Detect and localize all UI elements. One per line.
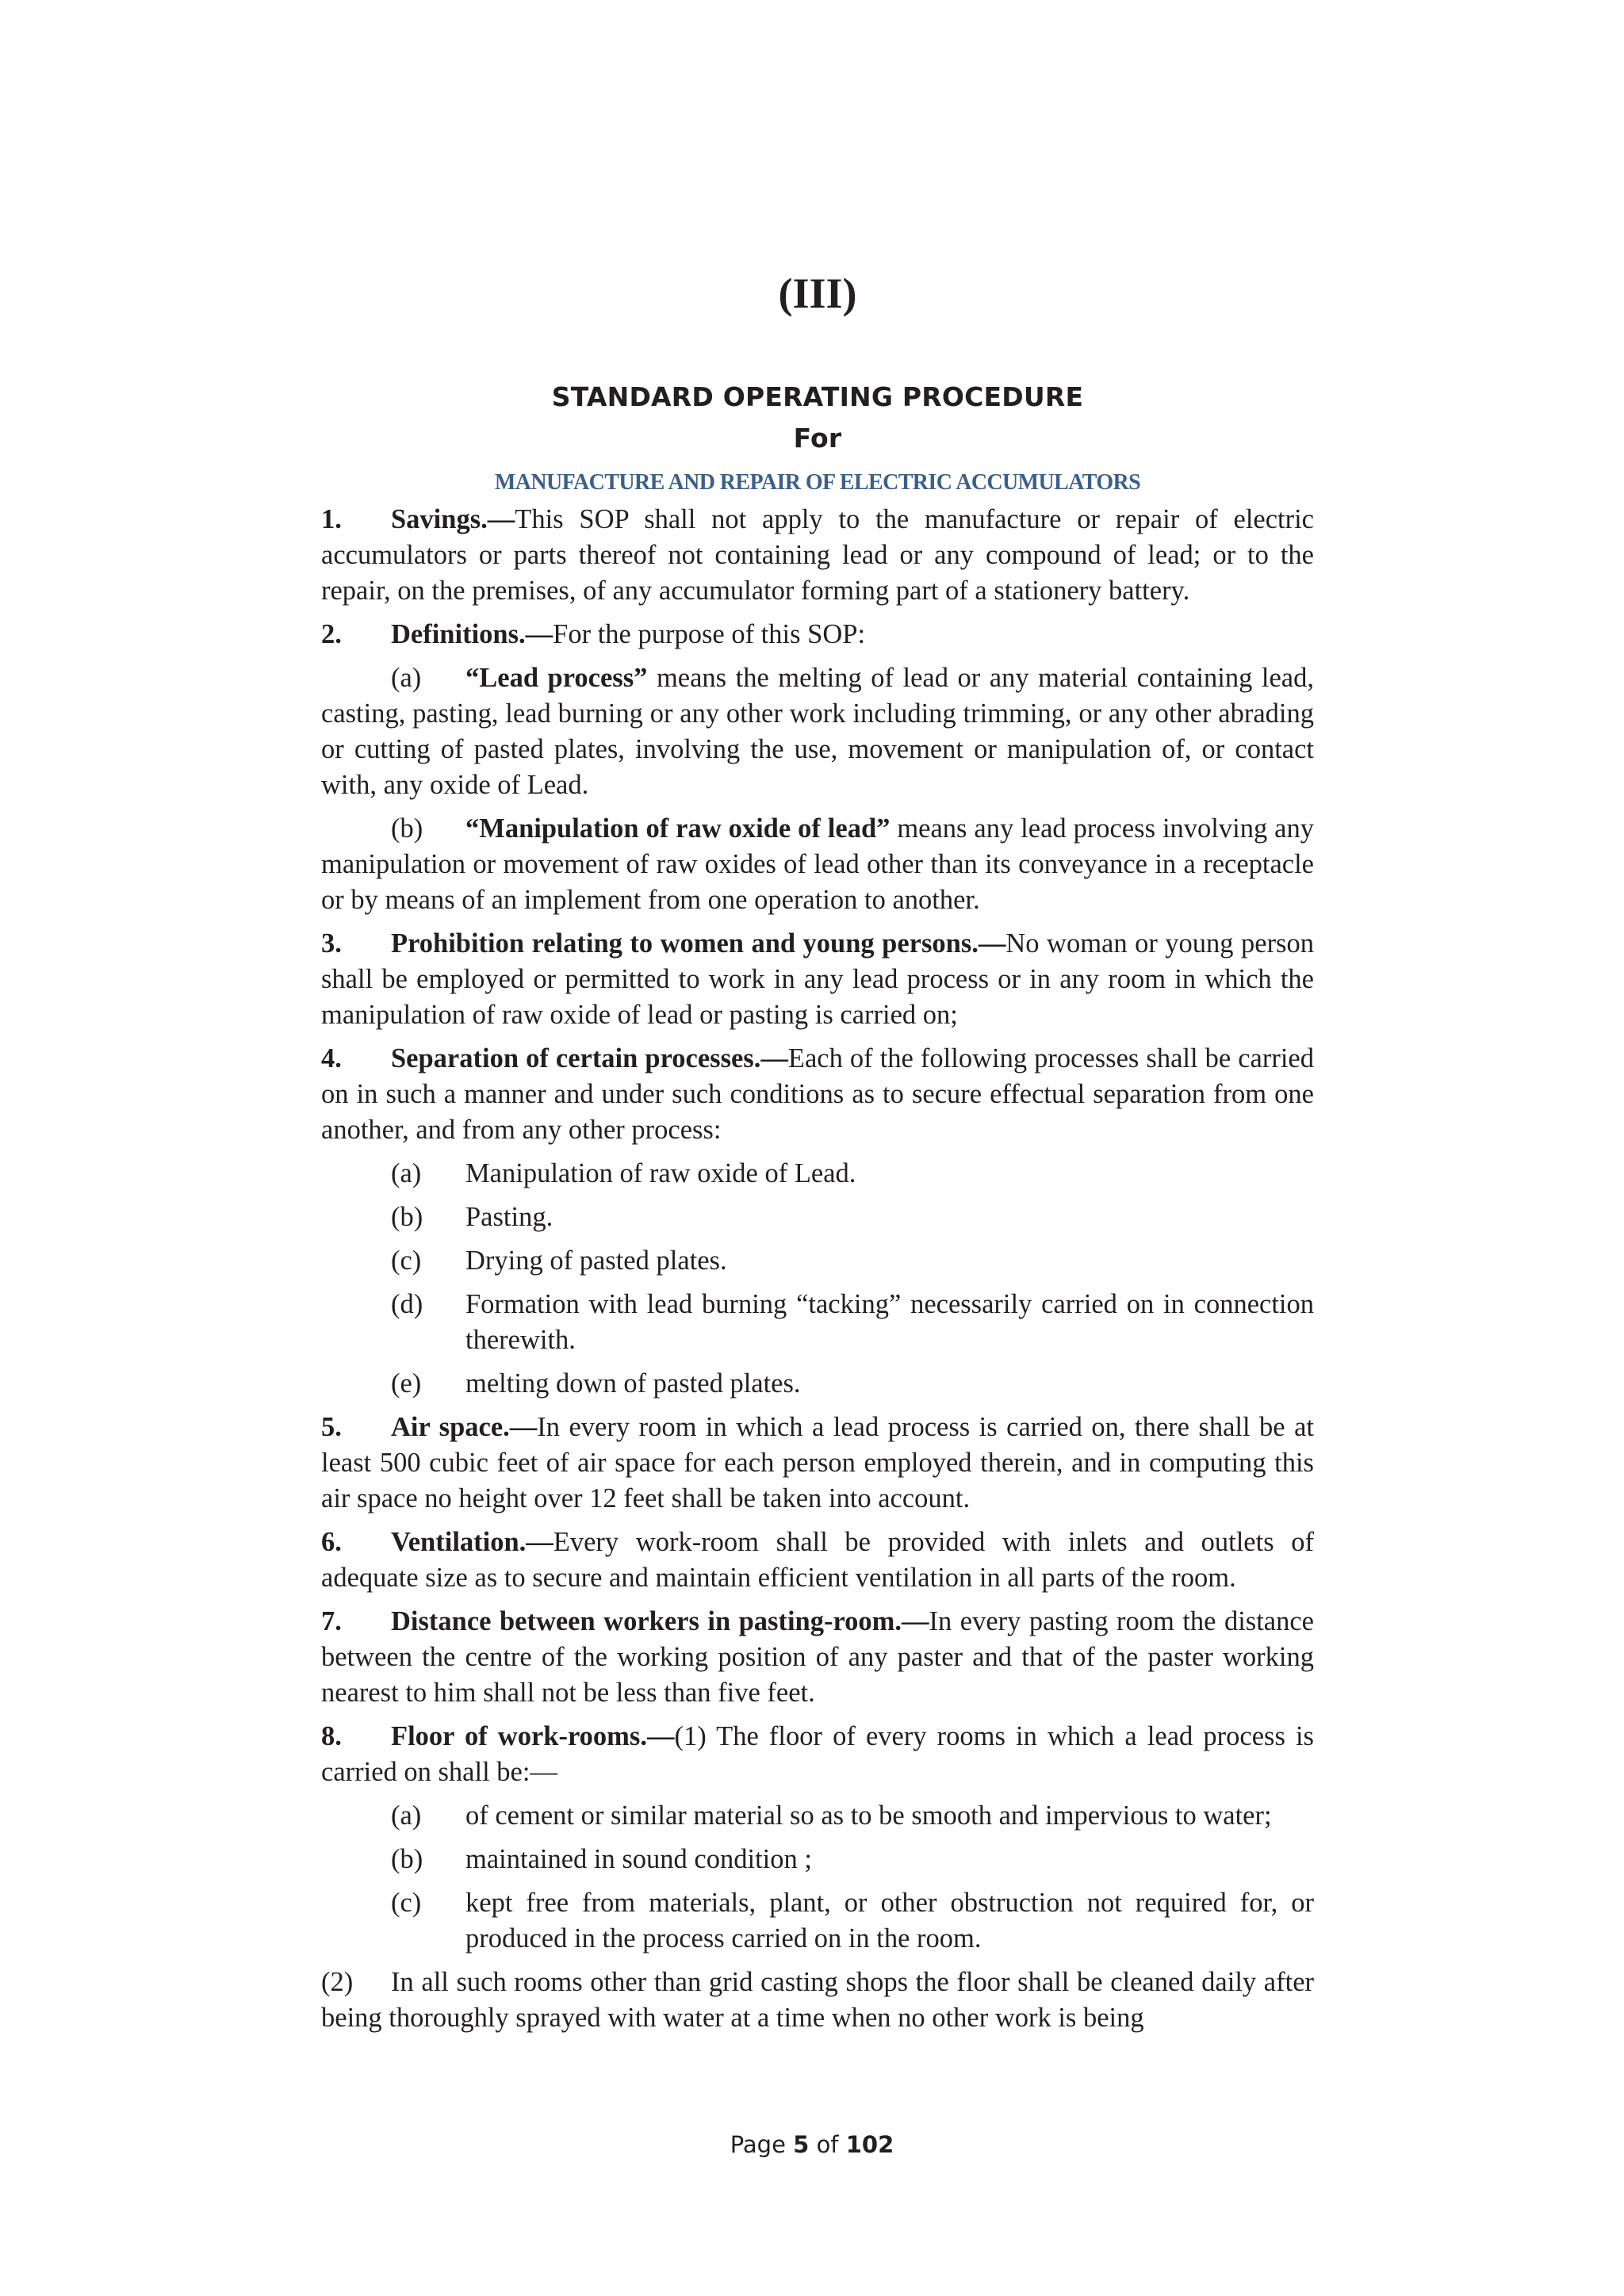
- separation-process-list: [321, 1156, 1314, 1402]
- paragraph-number: 8.: [321, 1721, 342, 1751]
- document-title: STANDARD OPERATING PROCEDURE: [551, 381, 1084, 412]
- paragraph-heading: Prohibition relating to women and young persons.—: [391, 928, 1006, 959]
- list-item-text: Manipulation of raw oxide of Lead.: [465, 1158, 856, 1188]
- list-item: [321, 1366, 1314, 1402]
- list-item-text: kept free from materials, plant, or other obstruction not required for, or produced in the process carried on in the room.: [465, 1888, 1314, 1954]
- page-content: [321, 270, 1314, 2044]
- page-current: 5: [793, 2131, 810, 2158]
- definition-text: means any lead process involving any manipulation or movement of raw oxides of lead other than its conveyance in a receptacle or by means of an implement from one operation to another.: [321, 813, 1314, 915]
- list-item: [321, 1842, 1314, 1877]
- paragraph-1-savings: [321, 502, 1314, 609]
- list-item-label: (c): [391, 1246, 422, 1276]
- list-item: [321, 1200, 1314, 1235]
- paragraph-6-ventilation: [321, 1525, 1314, 1596]
- paragraph-number: 5.: [321, 1412, 342, 1442]
- list-item-text: of cement or similar material so as to be smooth and impervious to water;: [465, 1800, 1272, 1831]
- paragraph-heading: Savings.—: [391, 504, 515, 534]
- floor-requirement-list: [321, 1798, 1314, 1957]
- paragraph-text: In every pasting room the distance between the centre of the working position of any paster and that of the paster working nearest to him shall not be less than five feet.: [321, 1606, 1314, 1708]
- paragraph-heading: Definitions.—: [391, 619, 553, 649]
- definition-label: (b): [391, 813, 423, 844]
- paragraph-4-separation: [321, 1041, 1314, 1148]
- definition-lead-process: [321, 660, 1314, 803]
- paragraph-heading: Distance between workers in pasting-room.—: [391, 1606, 929, 1636]
- list-item: [321, 1798, 1314, 1834]
- list-item-label: (a): [391, 1158, 422, 1188]
- list-item-text: Pasting.: [465, 1202, 553, 1232]
- definition-label: (a): [391, 663, 422, 693]
- paragraph-number: 6.: [321, 1527, 342, 1557]
- definition-manipulation-raw-oxide: [321, 811, 1314, 918]
- paragraph-number: 2.: [321, 619, 342, 649]
- paragraph-number: 7.: [321, 1606, 342, 1636]
- paragraph-heading: Air space.—: [391, 1412, 538, 1442]
- paragraph-number: 1.: [321, 504, 342, 534]
- paragraph-heading: Ventilation.—: [391, 1527, 553, 1557]
- page-footer: [0, 2131, 1624, 2158]
- list-item: [321, 1156, 1314, 1192]
- paragraph-heading: Floor of work-rooms.—: [391, 1721, 675, 1751]
- paragraph-text: No woman or young person shall be employed or permitted to work in any lead process or in any room in which the manipulation of raw oxide of lead or pasting is carried on;: [321, 928, 1314, 1030]
- list-item-label: (d): [391, 1289, 423, 1319]
- definition-term: “Manipulation of raw oxide of lead”: [465, 813, 891, 844]
- list-item-label: (b): [391, 1844, 423, 1874]
- list-item: [321, 1885, 1314, 1957]
- definition-term: “Lead process”: [465, 663, 648, 693]
- paragraph-text: (1) The floor of every rooms in which a lead process is carried on shall be:—: [321, 1721, 1314, 1787]
- page-total: 102: [845, 2131, 894, 2158]
- document-subtitle: MANUFACTURE AND REPAIR OF ELECTRIC ACCUMULATORS: [494, 470, 1141, 495]
- paragraph-text: In every room in which a lead process is carried on, there shall be at least 500 cubic feet of air space for each person employed therein, and in computing this air space no height over 12 feet shall be taken into account.: [321, 1412, 1314, 1513]
- page-of: of: [816, 2131, 839, 2158]
- document-title-for: For: [793, 423, 842, 453]
- paragraph-text: Each of the following processes shall be carried on in such a manner and under such conditions as to secure effectual separation from one another, and from any other process:: [321, 1043, 1314, 1145]
- subsection-text: In all such rooms other than grid casting shops the floor shall be cleaned daily after being thoroughly sprayed with water at a time when no other work is being: [321, 1967, 1314, 2033]
- list-item-label: (b): [391, 1202, 423, 1232]
- paragraph-text: This SOP shall not apply to the manufacture or repair of electric accumulators or parts thereof not containing lead or any compound of lead; or to the repair, on the premises, of any accumulator forming part of a stationery battery.: [321, 504, 1314, 606]
- list-item: [321, 1287, 1314, 1358]
- paragraph-text: Every work-room shall be provided with inlets and outlets of adequate size as to secure and maintain efficient ventilation in all parts of the room.: [321, 1527, 1314, 1593]
- list-item-label: (c): [391, 1888, 422, 1918]
- list-item-text: Formation with lead burning “tacking” necessarily carried on in connection therewith.: [465, 1289, 1314, 1355]
- paragraph-text: For the purpose of this SOP:: [553, 619, 866, 649]
- paragraph-2-definitions: [321, 617, 1314, 652]
- page-word: Page: [730, 2131, 786, 2158]
- paragraph-heading: Separation of certain processes.—: [391, 1043, 788, 1073]
- paragraph-5-air-space: [321, 1410, 1314, 1517]
- paragraph-number: 3.: [321, 928, 342, 959]
- list-item-label: (e): [391, 1368, 422, 1399]
- list-item-label: (a): [391, 1800, 422, 1831]
- paragraph-7-distance: [321, 1604, 1314, 1711]
- paragraph-8-subsection-2: [321, 1965, 1314, 2036]
- list-item-text: Drying of pasted plates.: [465, 1246, 727, 1276]
- paragraph-3-prohibition: [321, 926, 1314, 1033]
- paragraph-number: 4.: [321, 1043, 342, 1073]
- list-item-text: melting down of pasted plates.: [465, 1368, 801, 1399]
- section-number: (III): [778, 270, 857, 317]
- list-item-text: maintained in sound condition ;: [465, 1844, 812, 1874]
- definition-text: means the melting of lead or any material containing lead, casting, pasting, lead burning or any other work including trimming, or any other abrading or cutting of pasted plates, involving the use, movement or manipulation of, or contact with, any oxide of Lead.: [321, 663, 1314, 800]
- list-item: [321, 1243, 1314, 1279]
- paragraph-8-floor: [321, 1719, 1314, 1790]
- subsection-label: (2): [321, 1967, 354, 1997]
